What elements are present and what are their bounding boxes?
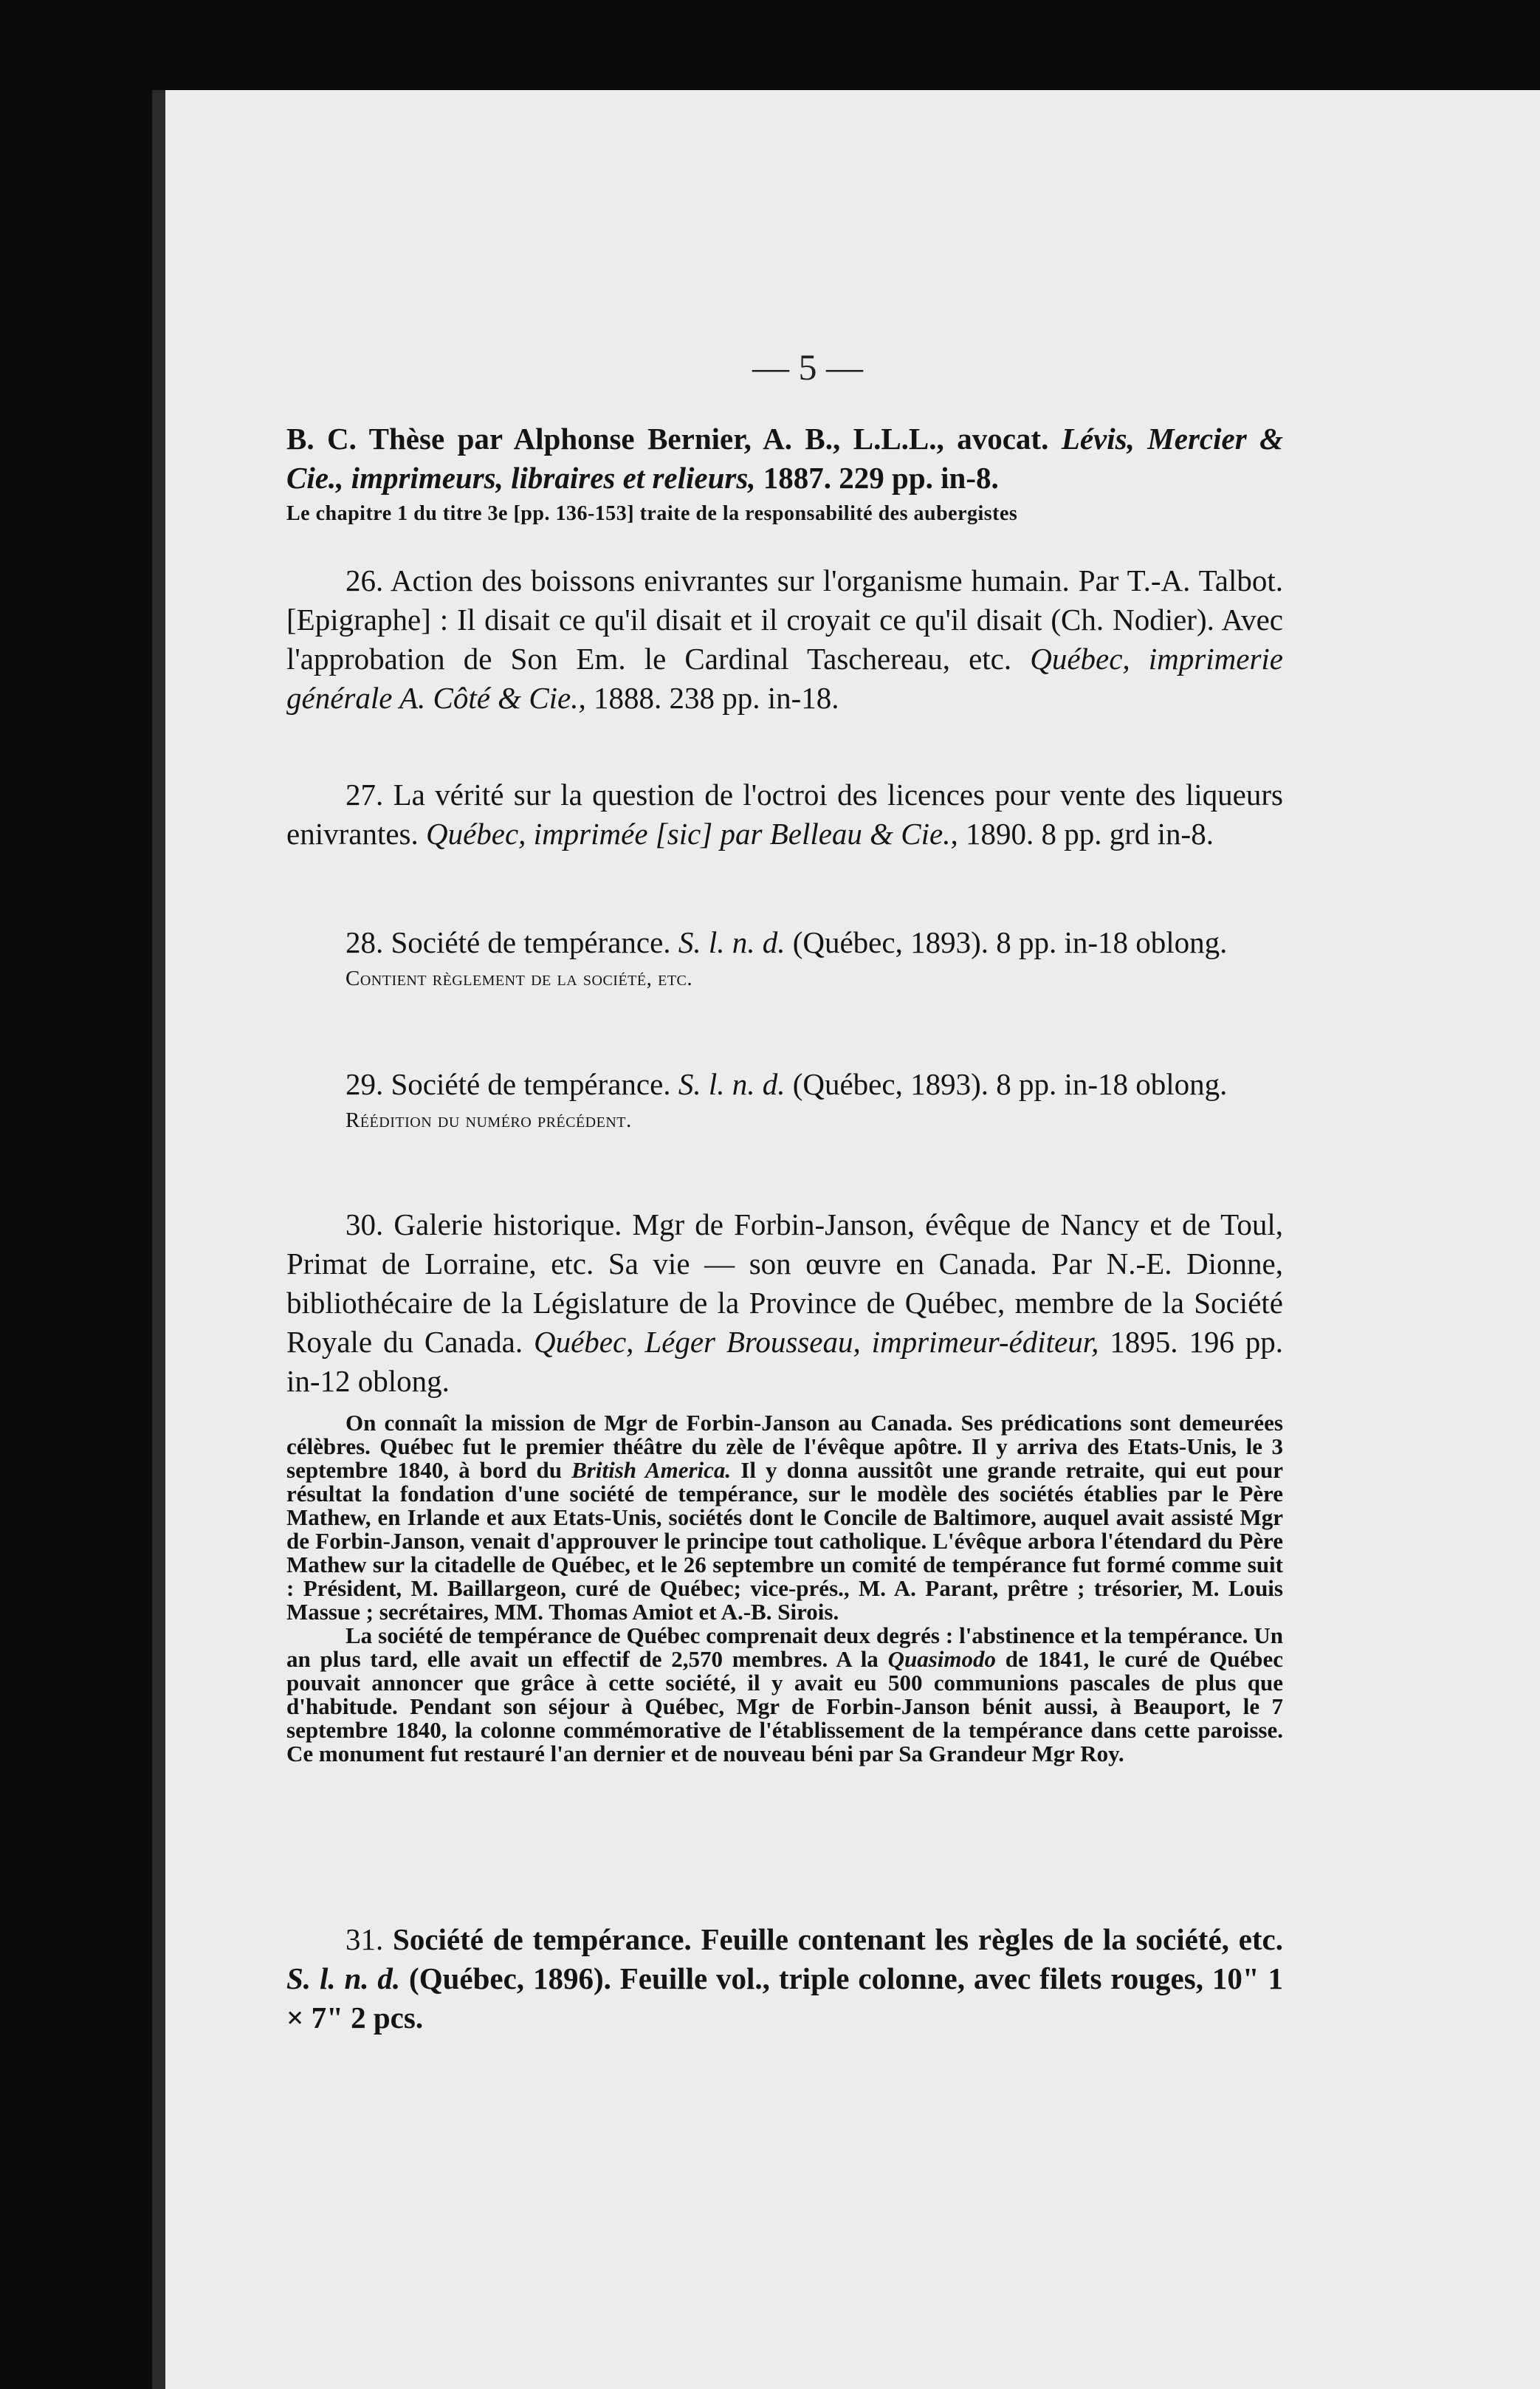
entry-30-text: 30. Galerie historique. Mgr de Forbin-Janson, évêque de Nancy et de Toul, Primat de Lorraine, etc. Sa vie — son œuvre en Canada. Par N.-E. Dionne, bibliothécaire de la Législature de la Province de Québec, membre de la Société Royale du Canada. Québec, Léger Brousseau, imprimeur-éditeur, 1895. 196 pp. in-12 oblong. <box>286 1207 1284 1398</box>
entry-26 <box>286 561 1283 718</box>
entry-28 <box>286 923 1283 992</box>
entry-bc-text: B. C. Thèse par Alphonse Bernier, A. B., L.L.L., avocat. Lévis, Mercier & Cie., imprimeurs, libraires et relieurs, 1887. 229 pp. in-8. <box>286 422 1283 495</box>
entry-31 <box>286 1920 1283 2037</box>
entry-30-note-paragraph-2: La société de tempérance de Québec comprenait deux degrés : l'abstinence et la tempérance. Un an plus tard, elle avait un effectif de 2,570 membres. A la Quasimodo de 1841, le curé de Québec pouvait annoncer que grâce à cette société, il y avait eu 500 communions pascales de plus que d'habitude. Pendant son séjour à Québec, Mgr de Forbin-Janson bénit aussi, à Beauport, le 7 septembre 1840, la colonne commémorative de l'établissement de la tempérance dans cette paroisse. Ce monument fut restauré l'an dernier et de nouveau béni par Sa Grandeur Mgr Roy. <box>286 1622 1283 1766</box>
entry-30-note-paragraph-1: On connaît la mission de Mgr de Forbin-Janson au Canada. Ses prédications sont demeurées célèbres. Québec fut le premier théâtre du zèle de l'évêque apôtre. Il y arriva des Etats-Unis, le 3 septembre 1840, à bord du British America. Il y donna aussitôt une grande retraite, qui eut pour résultat la fondation d'une société de tempérance, sur le modèle des sociétés établies par le Père Mathew, en Irlande et aux Etats-Unis, sociétés dont le Concile de Baltimore, auquel avait assisté Mgr de Forbin-Janson, venait d'approuver le principe tout catholique. L'évêque arbora l'étendard du Père Mathew sur la citadelle de Québec, et le 26 septembre un comité de tempérance fut formé comme suit : Président, M. Baillargeon, curé de Québec; vice-prés., M. A. Parant, prêtre ; trésorier, M. Louis Massue ; secrétaires, MM. Thomas Amiot et A.-B. Sirois. <box>286 1410 1283 1625</box>
entry-27 <box>286 775 1283 854</box>
entry-30 <box>286 1205 1283 1766</box>
entry-28-text: 28. Société de tempérance. S. l. n. d. (Québec, 1893). 8 pp. in-18 oblong. <box>346 925 1228 959</box>
entry-29 <box>286 1065 1283 1134</box>
entry-bc-note: Le chapitre 1 du titre 3e [pp. 136-153] traite de la responsabilité des aubergistes <box>286 502 1018 525</box>
entry-bc <box>286 419 1283 527</box>
entry-26-text: 26. Action des boissons enivrantes sur l'organisme humain. Par T.-A. Talbot. [Epigraphe] : Il disait ce qu'il disait et il croyait ce qu'il disait (Ch. Nodier). Avec l'approbation de Son Em. le Cardinal Taschereau, etc. Québec, imprimerie générale A. Côté & Cie., 1888. 238 pp. in-18. <box>286 563 1283 715</box>
entry-27-text: 27. La vérité sur la question de l'octroi des licences pour vente des liqueurs enivrantes. Québec, imprimée [sic] par Belleau & Cie., 1890. 8 pp. grd in-8. <box>286 778 1283 851</box>
page-number: — 5 — <box>752 346 863 388</box>
entry-29-text: 29. Société de tempérance. S. l. n. d. (Québec, 1893). 8 pp. in-18 oblong. <box>346 1067 1228 1101</box>
entry-28-note: Contient règlement de la société, etc. <box>346 967 693 990</box>
entry-31-text: 31. Société de tempérance. Feuille contenant les règles de la société, etc. S. l. n. d. (Québec, 1896). Feuille vol., triple colonne, avec filets rouges, 10" 1 × 7" 2 pcs. <box>286 1922 1283 2035</box>
page-edge-shadow <box>152 90 165 2389</box>
entry-29-note: Réédition du numéro précédent. <box>346 1108 632 1132</box>
